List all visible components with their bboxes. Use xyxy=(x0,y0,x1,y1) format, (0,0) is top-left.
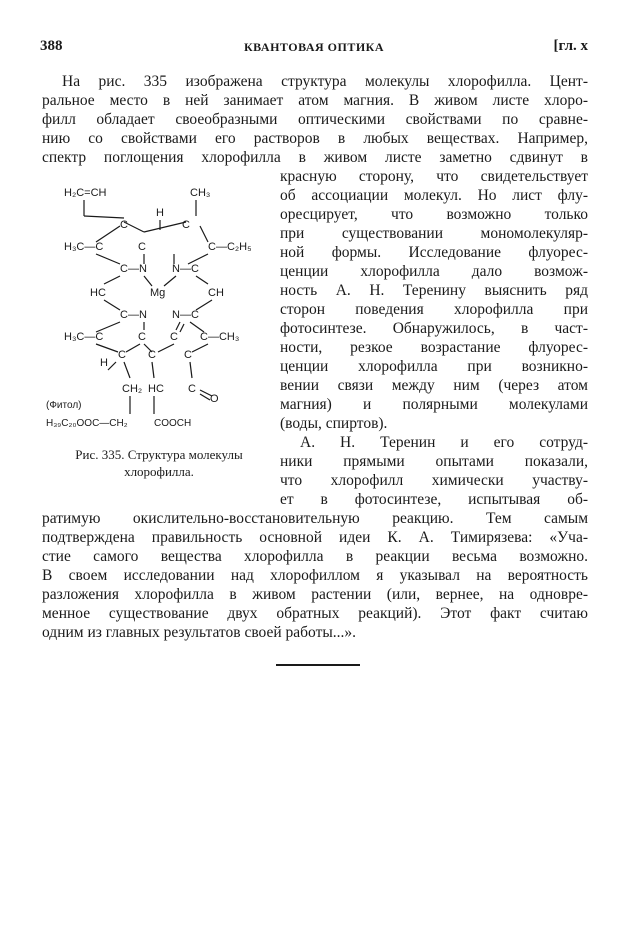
text-line: стие самого вещества хлорофилла в реакции весьма возможно. xyxy=(42,548,588,565)
methyl-right: C—CH₃ xyxy=(200,331,240,343)
vinyl-group: H₂C=CH xyxy=(64,187,107,199)
text-line: ники прямыми опытами показали, xyxy=(280,453,588,470)
methine-left: HC xyxy=(90,287,106,299)
magnesium-atom: Mg xyxy=(150,287,166,299)
text-line: подтверждена правильность основной идеи К. А. Тимирязева: «Уча- xyxy=(42,529,588,546)
ring-atom: C xyxy=(120,219,128,231)
ring-atom: C xyxy=(184,349,192,361)
ring-atom: C xyxy=(118,349,126,361)
ethyl-group: C—C₂H₅ xyxy=(208,241,252,253)
figure-caption xyxy=(44,446,274,480)
ring-atom: C xyxy=(138,331,146,343)
text-line: (воды, спиртов). xyxy=(280,415,388,432)
running-title: КВАНТОВАЯ ОПТИКА xyxy=(243,40,385,54)
ring-atom: C xyxy=(148,349,156,361)
carbonyl-c: C xyxy=(188,383,196,395)
text-line: красную сторону, что свидетельствует xyxy=(280,168,588,185)
text-line: разложения хлорофилла в живом растении (или, вернее, на одновре- xyxy=(42,586,588,603)
text-line: В своем исследовании над хлорофиллом я указывал на вероятность xyxy=(42,567,588,584)
text-line: А. Н. Теренин и его сотруд- xyxy=(300,434,588,451)
text-line: ной формы. Исследование флуорес- xyxy=(280,244,588,261)
ring-atom: C xyxy=(170,331,178,343)
text-line: ральное место в ней занимает атом магния. В живом листе хлоро- xyxy=(42,92,588,109)
h-top: H xyxy=(156,207,164,219)
text-line: ценции хлорофилла дало возмож- xyxy=(280,263,588,280)
caption-line: хлорофилла. xyxy=(124,464,194,479)
text-line: при существовании мономолекуляр- xyxy=(280,225,588,242)
ring-nc: N—C xyxy=(172,263,199,275)
hc-group: HC xyxy=(148,383,164,395)
text-line: оресцирует, что возможно только xyxy=(280,206,588,223)
text-line: магния) и полярными молекулами xyxy=(280,396,588,413)
methyl-left-lower: H₃C—C xyxy=(64,331,104,343)
ester-group: H₃₉C₂₀OOC—CH₂ xyxy=(46,418,128,429)
page-number: 388 xyxy=(40,38,63,54)
text-line: менное существование двух обратных реакций). Этот факт считаю xyxy=(42,605,588,622)
text-line: ценции хлорофилла при возникно- xyxy=(280,358,588,375)
oxygen-atom: O xyxy=(210,393,219,405)
text-line: ратимую окислительно-восстановительную реакцию. Тем самым xyxy=(42,510,588,527)
phytol-label: (Фитол) xyxy=(46,400,82,411)
methyl-top: CH₃ xyxy=(190,187,211,199)
ring-atom: C xyxy=(138,241,146,253)
text-line: сторон поведения хлорофилла при xyxy=(280,301,588,318)
ring-cn: C—N xyxy=(120,309,147,321)
text-line: ет в фотосинтезе, испытывая об- xyxy=(280,491,588,508)
end-rule xyxy=(276,664,360,666)
text-line: об ассоциации молекул. Но лист флу- xyxy=(280,187,588,204)
text-line: ность А. Н. Теренину выяснить ряд xyxy=(280,282,588,299)
ring-nc: N—C xyxy=(172,309,199,321)
text-line: фотосинтезе. Обнаружилось, в част- xyxy=(280,320,588,337)
text-line: вении связи между ним (через атом xyxy=(280,377,588,394)
structure-diagram xyxy=(40,180,270,430)
methine-right: CH xyxy=(208,287,224,299)
text-line: что хлорофилл химически участву- xyxy=(280,472,588,489)
caption-line: Рис. 335. Структура молекулы xyxy=(75,447,243,462)
text-line: нию со свойствами его растворов в любых веществах. Например, xyxy=(42,130,588,147)
bonds xyxy=(84,200,212,414)
methyl-left: H₃C—C xyxy=(64,241,104,253)
text-line: спектр поглощения хлорофилла в живом листе заметно сдвинут в xyxy=(42,149,588,166)
text-line: филл обладает своеобразными оптическими свойствами по сравне- xyxy=(42,111,588,128)
page-header xyxy=(40,38,588,58)
text-line: ности, резкое возрастание флуорес- xyxy=(280,339,588,356)
text-line: одним из главных результатов своей работы...». xyxy=(42,624,357,641)
ch2-group: CH₂ xyxy=(122,383,143,395)
text-line: На рис. 335 изображена структура молекулы хлорофилла. Цент- xyxy=(62,73,588,90)
chapter-label: [гл. x xyxy=(553,38,588,54)
ring-cn: C—N xyxy=(120,263,147,275)
ring-atom: C xyxy=(182,219,190,231)
cooch-group: COOCH xyxy=(154,418,192,429)
chlorophyll-structure-figure xyxy=(40,180,270,430)
h-bottom: H xyxy=(100,357,108,369)
